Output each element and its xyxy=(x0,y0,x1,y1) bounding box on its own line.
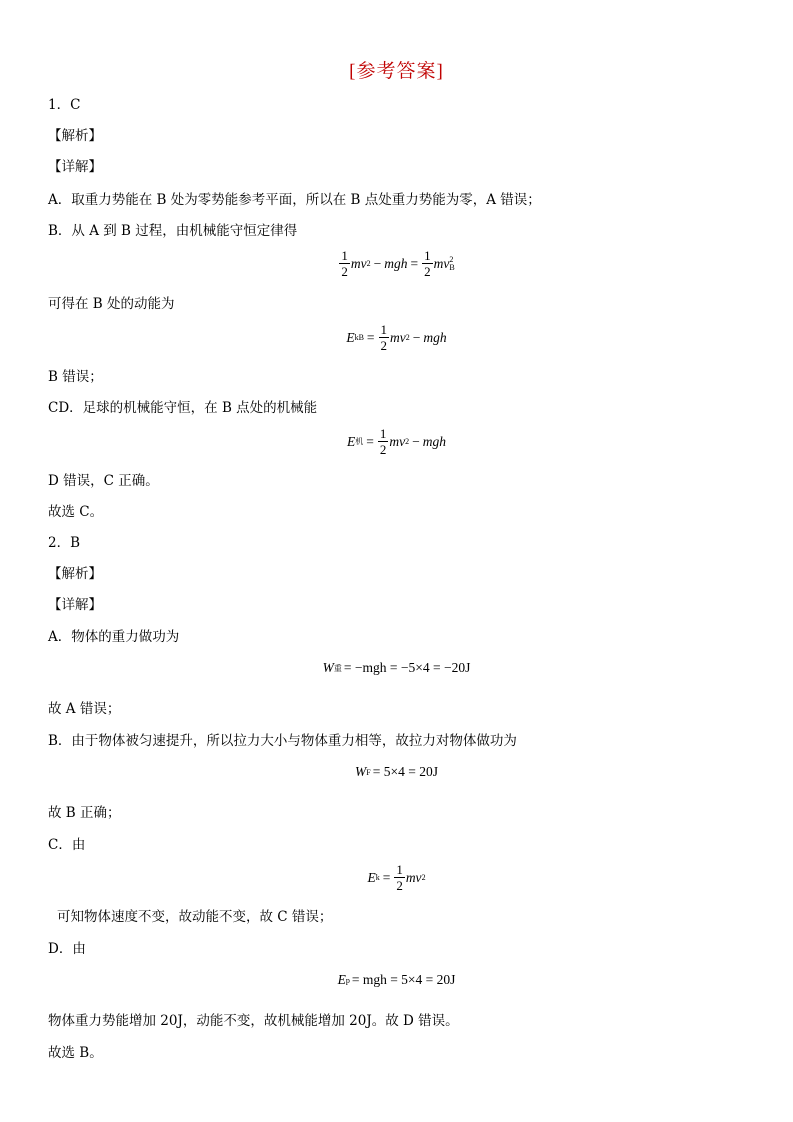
text-line: 故选 B。 xyxy=(48,1045,103,1061)
formula-gravity-work: W 重 = −mgh = −5×4 = −20J xyxy=(322,660,471,675)
formula-kinetic-energy-b: E kB = $\frac{1}{2}$ mv 2 − mgh xyxy=(346,322,447,353)
formula-energy-conservation: $\frac{1}{2}$ mv 2 − mgh = $\frac{1}{2}$ mv 2 B xyxy=(341,248,455,279)
text-line: D 错误，C 正确。 xyxy=(48,473,159,489)
formula-kinetic-energy: E k = $\frac{1}{2}$ mv 2 xyxy=(367,862,426,893)
section-analysis: 【解析】 xyxy=(48,128,102,144)
text-line: 可得在 B 处的动能为 xyxy=(48,296,175,312)
text-line: D．由 xyxy=(48,941,86,957)
text-line: A．物体的重力做功为 xyxy=(48,629,180,645)
text-line: 可知物体速度不变，故动能不变，故 C 错误； xyxy=(57,909,333,925)
answer-number-1: 1．C xyxy=(48,97,81,113)
text-line: C．由 xyxy=(48,837,86,853)
text-line: 物体重力势能增加 20J，动能不变，故机械能增加 20J。故 D 错误。 xyxy=(48,1013,459,1029)
section-analysis: 【解析】 xyxy=(48,566,102,582)
section-detail: 【详解】 xyxy=(48,597,102,613)
formula-mechanical-energy: E 机 = $\frac{1}{2}$ mv 2 − mgh xyxy=(347,426,446,457)
text-line: CD．足球的机械能守恒，在 B 点处的机械能 xyxy=(48,400,318,416)
page-title: [参考答案] xyxy=(349,61,444,82)
text-line: B 错误； xyxy=(48,369,103,385)
text-line: 故 A 错误； xyxy=(48,701,121,717)
text-line: 故 B 正确； xyxy=(48,805,121,821)
text-line: B．从 A 到 B 过程，由机械能守恒定律得 xyxy=(48,223,298,239)
answer-number-2: 2．B xyxy=(48,535,81,551)
section-detail: 【详解】 xyxy=(48,159,102,175)
text-line: A．取重力势能在 B 处为零势能参考平面，所以在 B 点处重力势能为零，A 错误； xyxy=(48,192,541,208)
formula-potential-energy: E p = mgh = 5×4 = 20J xyxy=(337,972,456,987)
formula-pull-work: W F = 5×4 = 20J xyxy=(355,764,438,779)
text-line: B．由于物体被匀速提升，所以拉力大小与物体重力相等，故拉力对物体做功为 xyxy=(48,733,517,749)
text-line: 故选 C。 xyxy=(48,504,104,520)
